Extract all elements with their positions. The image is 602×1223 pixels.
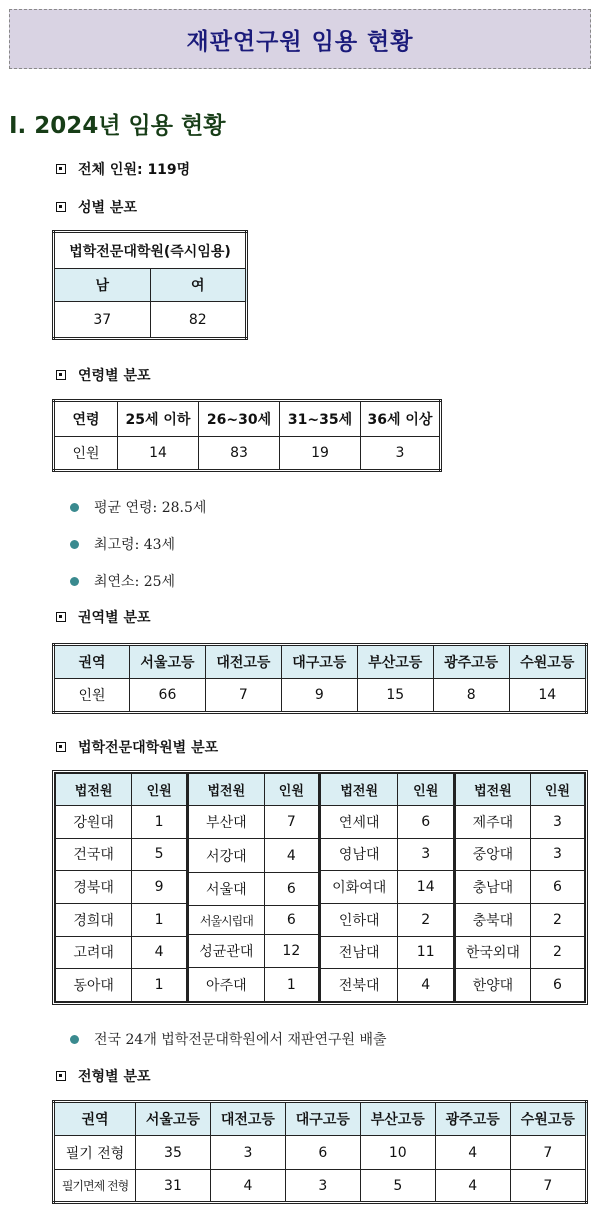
selection-table — [52, 1100, 588, 1204]
selection-value: 10 — [360, 1136, 435, 1170]
selection-heading: 전형별 분포 — [56, 1066, 151, 1086]
law-school-count: 9 — [132, 871, 187, 904]
law-school-name: 이화여대 — [321, 871, 398, 904]
selection-header: 대구고등 — [285, 1102, 360, 1136]
law-school-count: 6 — [264, 906, 319, 935]
region-value: 7 — [205, 679, 281, 713]
region-header: 광주고등 — [433, 645, 509, 679]
region-table — [52, 643, 588, 714]
law-school-count: 2 — [530, 936, 584, 969]
law-school-count: 6 — [398, 806, 454, 839]
law-school-name: 서울시립대 — [189, 906, 265, 935]
age-header: 36세 이상 — [361, 401, 441, 437]
law-school-count: 1 — [132, 903, 187, 936]
law-school-name: 인하대 — [321, 903, 398, 936]
law-school-group — [188, 773, 320, 1002]
selection-row-header: 권역 — [54, 1102, 136, 1136]
round-bullet-icon — [70, 540, 79, 549]
age-value: 19 — [280, 437, 361, 471]
selection-value: 7 — [510, 1136, 586, 1170]
law-school-count: 6 — [264, 872, 319, 905]
age-header: 25세 이하 — [118, 401, 199, 437]
law-school-heading: 법학전문대학원별 분포 — [56, 737, 218, 757]
law-school-name: 한국외대 — [456, 936, 531, 969]
law-school-name: 서울대 — [189, 872, 265, 905]
region-row-header: 권역 — [54, 645, 130, 679]
law-school-name: 고려대 — [56, 936, 132, 969]
law-school-name: 전남대 — [321, 936, 398, 969]
law-school-col-header: 법전원 — [321, 774, 398, 806]
selection-value: 3 — [210, 1136, 285, 1170]
law-school-count: 6 — [530, 871, 584, 904]
gender-value-female: 82 — [150, 302, 247, 339]
round-bullet-icon — [70, 503, 79, 512]
age-header: 26~30세 — [199, 401, 280, 437]
region-header: 부산고등 — [357, 645, 433, 679]
law-school-count: 12 — [264, 935, 319, 968]
selection-value: 31 — [136, 1170, 211, 1203]
law-school-count: 11 — [398, 936, 454, 969]
region-value: 8 — [433, 679, 509, 713]
selection-row-label: 필기면제 전형 — [54, 1170, 136, 1203]
selection-value: 7 — [510, 1170, 586, 1203]
law-school-name: 성균관대 — [189, 935, 265, 968]
round-bullet-icon — [70, 577, 79, 586]
law-school-group — [55, 773, 188, 1002]
law-school-col-header: 법전원 — [456, 774, 531, 806]
law-school-count: 3 — [530, 806, 584, 839]
law-count-col-header: 인원 — [132, 774, 187, 806]
law-school-name: 경북대 — [56, 871, 132, 904]
total-count: 전체 인원: 119명 — [78, 162, 191, 178]
round-bullet-icon — [70, 1035, 79, 1044]
selection-header: 광주고등 — [435, 1102, 510, 1136]
age-header: 31~35세 — [280, 401, 361, 437]
square-bullet-icon — [56, 1071, 66, 1081]
gender-caption: 법학전문대학원(즉시임용) — [54, 232, 247, 269]
selection-header: 수원고등 — [510, 1102, 586, 1136]
law-school-note: 전국 24개 법학전문대학원에서 재판연구원 배출 — [70, 1029, 387, 1049]
law-count-col-header: 인원 — [264, 774, 319, 806]
age-note: 최고령: 43세 — [70, 534, 175, 554]
gender-header-male: 남 — [54, 269, 151, 302]
law-school-name: 강원대 — [56, 806, 132, 839]
law-school-count: 7 — [264, 806, 319, 839]
law-school-col-header: 법전원 — [189, 774, 265, 806]
square-bullet-icon — [56, 370, 66, 380]
law-school-count: 5 — [132, 838, 187, 871]
law-school-count: 1 — [132, 806, 187, 839]
law-school-count: 3 — [530, 838, 584, 871]
age-value: 83 — [199, 437, 280, 471]
region-value: 9 — [281, 679, 357, 713]
selection-value: 4 — [435, 1170, 510, 1203]
age-table — [52, 399, 442, 472]
age-row-label: 인원 — [54, 437, 118, 471]
selection-value: 3 — [285, 1170, 360, 1203]
law-school-count: 1 — [132, 969, 187, 1002]
law-school-count: 2 — [530, 903, 584, 936]
law-school-count: 1 — [264, 968, 319, 1002]
law-school-name: 아주대 — [189, 968, 265, 1002]
gender-table — [52, 230, 248, 340]
law-school-name: 건국대 — [56, 838, 132, 871]
region-header: 대전고등 — [205, 645, 281, 679]
square-bullet-icon — [56, 612, 66, 622]
region-value: 15 — [357, 679, 433, 713]
region-value: 14 — [509, 679, 586, 713]
age-value: 3 — [361, 437, 441, 471]
law-school-name: 부산대 — [189, 806, 265, 839]
region-row-label: 인원 — [54, 679, 130, 713]
selection-header: 부산고등 — [360, 1102, 435, 1136]
selection-value: 35 — [136, 1136, 211, 1170]
selection-value: 4 — [435, 1136, 510, 1170]
page-title-box — [9, 9, 591, 69]
gender-value-male: 37 — [54, 302, 151, 339]
law-school-name: 한양대 — [456, 969, 531, 1002]
law-school-count: 2 — [398, 903, 454, 936]
selection-value: 5 — [360, 1170, 435, 1203]
gender-header-female: 여 — [150, 269, 247, 302]
age-row-header: 연령 — [54, 401, 118, 437]
square-bullet-icon — [56, 164, 66, 174]
region-heading: 권역별 분포 — [56, 607, 151, 627]
gender-heading: 성별 분포 — [56, 197, 137, 217]
square-bullet-icon — [56, 202, 66, 212]
selection-row-label: 필기 전형 — [54, 1136, 136, 1170]
page-title: 재판연구원 임용 현황 — [186, 28, 414, 55]
law-count-col-header: 인원 — [398, 774, 454, 806]
law-school-name: 충남대 — [456, 871, 531, 904]
total-bullet — [56, 159, 190, 179]
selection-value: 6 — [285, 1136, 360, 1170]
section-heading: I. 2024년 임용 현황 — [9, 113, 226, 139]
square-bullet-icon — [56, 742, 66, 752]
law-school-count: 4 — [132, 936, 187, 969]
law-school-count: 4 — [398, 969, 454, 1002]
age-note: 최연소: 25세 — [70, 571, 175, 591]
law-count-col-header: 인원 — [530, 774, 584, 806]
region-header: 서울고등 — [130, 645, 206, 679]
law-school-count: 3 — [398, 838, 454, 871]
law-school-group — [320, 773, 455, 1002]
law-school-group — [455, 773, 585, 1002]
law-school-name: 제주대 — [456, 806, 531, 839]
law-school-count: 4 — [264, 839, 319, 872]
law-school-name: 경희대 — [56, 903, 132, 936]
selection-header: 대전고등 — [210, 1102, 285, 1136]
law-school-name: 충북대 — [456, 903, 531, 936]
region-header: 수원고등 — [509, 645, 586, 679]
law-school-name: 서강대 — [189, 839, 265, 872]
age-note: 평균 연령: 28.5세 — [70, 497, 206, 517]
law-school-count: 14 — [398, 871, 454, 904]
law-school-name: 동아대 — [56, 969, 132, 1002]
age-heading: 연령별 분포 — [56, 365, 151, 385]
region-header: 대구고등 — [281, 645, 357, 679]
law-school-table — [52, 770, 588, 1005]
law-school-name: 영남대 — [321, 838, 398, 871]
region-value: 66 — [130, 679, 206, 713]
law-school-name: 중앙대 — [456, 838, 531, 871]
age-value: 14 — [118, 437, 199, 471]
law-school-count: 6 — [530, 969, 584, 1002]
law-school-col-header: 법전원 — [56, 774, 132, 806]
selection-value: 4 — [210, 1170, 285, 1203]
law-school-name: 연세대 — [321, 806, 398, 839]
law-school-name: 전북대 — [321, 969, 398, 1002]
selection-header: 서울고등 — [136, 1102, 211, 1136]
